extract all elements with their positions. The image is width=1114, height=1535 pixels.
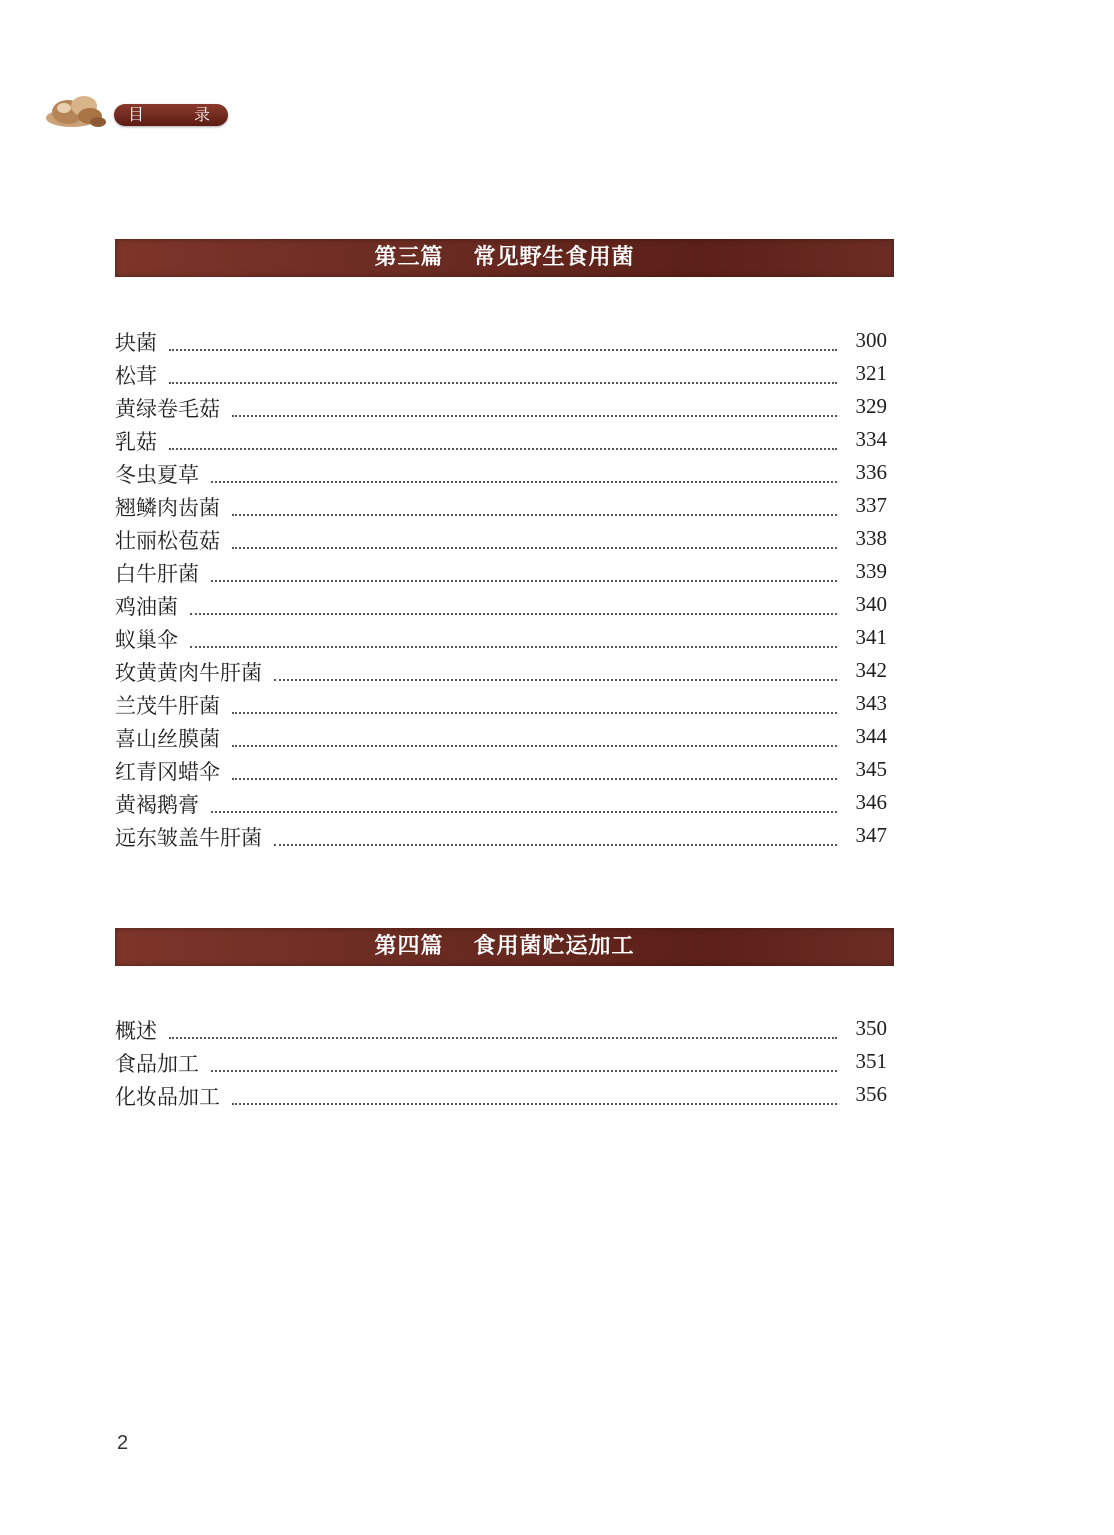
toc-entry-title: 化妆品加工 <box>115 1085 220 1109</box>
toc-entry-page: 344 <box>855 724 887 748</box>
toc-entry[interactable] <box>115 359 887 392</box>
toc-entry[interactable] <box>115 1047 887 1080</box>
dot-leader <box>169 1027 837 1039</box>
toc-entry-page: 340 <box>855 592 887 616</box>
toc-entry-page: 336 <box>855 460 887 484</box>
dot-leader <box>190 603 837 615</box>
toc-entry-title: 鸡油菌 <box>115 595 178 619</box>
dot-leader <box>232 735 837 747</box>
dot-leader <box>211 801 837 813</box>
dot-leader <box>211 1060 837 1072</box>
section-banner <box>115 239 894 277</box>
dot-leader <box>169 372 837 384</box>
toc-entry[interactable] <box>115 788 887 821</box>
toc-entry[interactable] <box>115 755 887 788</box>
toc-entry[interactable] <box>115 590 887 623</box>
toc-entry-page: 334 <box>855 427 887 451</box>
toc-entry-title: 玫黄黄肉牛肝菌 <box>115 661 262 685</box>
toc-entry-title: 远东皱盖牛肝菌 <box>115 826 262 850</box>
toc-entry-page: 342 <box>855 658 887 682</box>
toc-entry[interactable] <box>115 524 887 557</box>
dot-leader <box>274 834 837 846</box>
dot-leader <box>169 438 837 450</box>
toc-entry-title: 松茸 <box>115 364 157 388</box>
toc-list <box>115 326 887 854</box>
toc-entry[interactable] <box>115 326 887 359</box>
toc-entry-title: 冬虫夏草 <box>115 463 199 487</box>
toc-entry-page: 339 <box>855 559 887 583</box>
section-part: 第三篇 <box>374 245 444 270</box>
toc-entry-page: 350 <box>855 1016 887 1040</box>
mushroom-icon <box>44 88 108 132</box>
page-number: 2 <box>117 1432 129 1454</box>
toc-entry[interactable] <box>115 491 887 524</box>
toc-entry-page: 329 <box>855 394 887 418</box>
toc-entry[interactable] <box>115 425 887 458</box>
toc-list <box>115 1014 887 1113</box>
toc-entry-title: 壮丽松苞菇 <box>115 529 220 553</box>
dot-leader <box>211 570 837 582</box>
toc-entry-page: 346 <box>855 790 887 814</box>
toc-entry-title: 蚁巢伞 <box>115 628 178 652</box>
toc-entry[interactable] <box>115 1014 887 1047</box>
section-banner <box>115 928 894 966</box>
toc-entry[interactable] <box>115 557 887 590</box>
toc-entry-title: 翘鳞肉齿菌 <box>115 496 220 520</box>
section-heading <box>115 928 894 966</box>
section-part: 第四篇 <box>374 934 444 959</box>
section-title: 食用菌贮运加工 <box>473 934 635 959</box>
toc-entry[interactable] <box>115 623 887 656</box>
dot-leader <box>190 636 837 648</box>
section-title: 常见野生食用菌 <box>473 245 635 270</box>
toc-entry-page: 341 <box>855 625 887 649</box>
dot-leader <box>211 471 837 483</box>
toc-label-pill <box>114 104 228 126</box>
toc-entry[interactable] <box>115 722 887 755</box>
toc-entry[interactable] <box>115 656 887 689</box>
toc-label-char: 目 <box>128 105 145 124</box>
toc-entry-title: 食品加工 <box>115 1052 199 1076</box>
dot-leader <box>232 1093 837 1105</box>
dot-leader <box>232 702 837 714</box>
toc-entry-title: 白牛肝菌 <box>115 562 199 586</box>
dot-leader <box>232 768 837 780</box>
toc-entry-page: 351 <box>855 1049 887 1073</box>
toc-entry-page: 343 <box>855 691 887 715</box>
toc-entry[interactable] <box>115 821 887 854</box>
toc-entry[interactable] <box>115 689 887 722</box>
dot-leader <box>169 339 837 351</box>
toc-entry-title: 喜山丝膜菌 <box>115 727 220 751</box>
toc-entry-page: 356 <box>855 1082 887 1106</box>
toc-entry-page: 345 <box>855 757 887 781</box>
toc-entry-page: 300 <box>855 328 887 352</box>
toc-entry-title: 块菌 <box>115 331 157 355</box>
dot-leader <box>232 405 837 417</box>
dot-leader <box>232 537 837 549</box>
toc-entry-title: 黄绿卷毛菇 <box>115 397 220 421</box>
toc-entry-page: 338 <box>855 526 887 550</box>
toc-entry-title: 红青冈蜡伞 <box>115 760 220 784</box>
toc-entry-title: 黄褐鹅膏 <box>115 793 199 817</box>
dot-leader <box>232 504 837 516</box>
toc-entry-page: 321 <box>855 361 887 385</box>
toc-entry-page: 347 <box>855 823 887 847</box>
dot-leader <box>274 669 837 681</box>
toc-label-char: 录 <box>194 105 211 124</box>
toc-entry-title: 乳菇 <box>115 430 157 454</box>
toc-entry-page: 337 <box>855 493 887 517</box>
toc-entry-title: 概述 <box>115 1019 157 1043</box>
section-heading <box>115 239 894 277</box>
toc-entry[interactable] <box>115 1080 887 1113</box>
toc-entry[interactable] <box>115 392 887 425</box>
toc-entry[interactable] <box>115 458 887 491</box>
toc-entry-title: 兰茂牛肝菌 <box>115 694 220 718</box>
toc-header-tag <box>44 88 234 132</box>
